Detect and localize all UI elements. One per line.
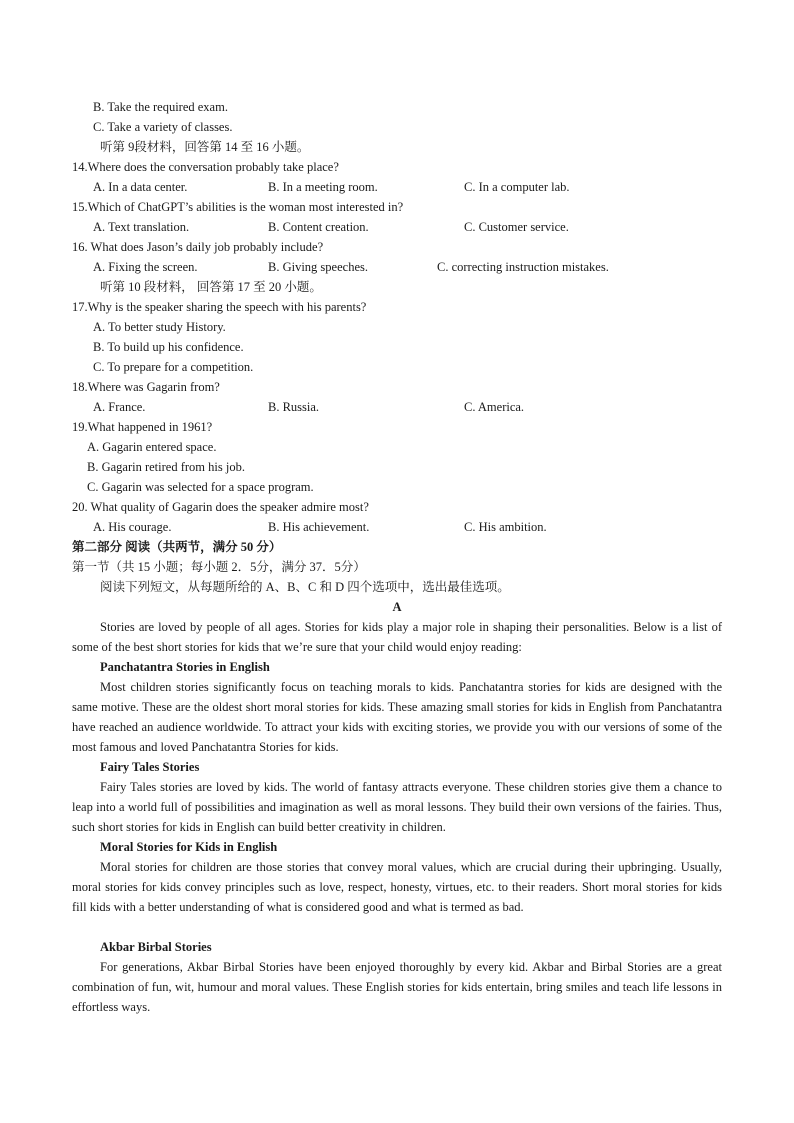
q19-option-a: A. Gagarin entered space. (87, 440, 217, 454)
q14-stem: 14.Where does the conversation probably take place? (72, 160, 339, 174)
q13-option-c: C. Take a variety of classes. (93, 120, 233, 134)
q13-option-b: B. Take the required exam. (93, 100, 228, 114)
q16-option-a: A. Fixing the screen. (93, 260, 198, 274)
q16-stem: 16. What does Jason’s daily job probably include? (72, 240, 324, 254)
q15-stem: 15.Which of ChatGPT’s abilities is the woman most interested in? (72, 200, 404, 214)
passage-intro: Stories are loved by people of all ages. Stories for kids play a major role in shaping their personalities. Below is a list of some of the best short stories for kids that we’re sure that your child would enjoy reading: (72, 620, 722, 654)
section-body-moral-stories: Moral stories for children are those stories that convey moral values, which are crucial during their upbringing. Usually, moral stories for kids convey principles such as love, respect, honesty, virtues, etc. to their readers. Short moral stories for kids fill kids with a better understanding of what is considered good and what is termed as bad. (72, 860, 722, 914)
q18-stem: 18.Where was Gagarin from? (72, 380, 220, 394)
passage10-instruction: 听第 10 段材料， 回答第 17 至 20 小题。 (100, 280, 322, 294)
section-heading-akbar-birbal: Akbar Birbal Stories (100, 940, 212, 954)
section-body-akbar-birbal: For generations, Akbar Birbal Stories have been enjoyed thoroughly by every kid. Akbar and Birbal Stories are a great combination of fun, wit, humour and moral values. These English stories for kids entertain, bring smiles and teach life lessons in effortless ways. (72, 960, 722, 1014)
q20-option-a: A. His courage. (93, 520, 172, 534)
q14-option-b: B. In a meeting room. (268, 180, 378, 194)
reading-instruction: 阅读下列短文，从每题所给的 A、B、C 和 D 四个选项中，选出最佳选项。 (100, 580, 510, 594)
section-heading-fairy-tales: Fairy Tales Stories (100, 760, 200, 774)
q17-option-a: A. To better study History. (93, 320, 226, 334)
q16-option-c: C. correcting instruction mistakes. (437, 260, 609, 274)
q16-option-b: B. Giving speeches. (268, 260, 368, 274)
q15-option-a: A. Text translation. (93, 220, 190, 234)
q14-option-a: A. In a data center. (93, 180, 188, 194)
q14-option-c: C. In a computer lab. (464, 180, 570, 194)
q18-option-a: A. France. (93, 400, 146, 414)
q19-option-c: C. Gagarin was selected for a space program. (87, 480, 314, 494)
section-body-panchatantra: Most children stories significantly focus on teaching morals to kids. Panchatantra stories for kids are designed with the same motive. These are the oldest short moral stories for kids. These amazing small stories for kids in English from Panchatantra have reached an audience worldwide. To attract your kids with exciting stories, we provide you with our versions of some of the most famous and loved Panchatantra Stories for kids. (72, 680, 722, 754)
q18-option-b: B. Russia. (268, 400, 320, 414)
section-heading-moral-stories: Moral Stories for Kids in English (100, 840, 278, 854)
q20-stem: 20. What quality of Gagarin does the speaker admire most? (72, 500, 369, 514)
q20-option-c: C. His ambition. (464, 520, 547, 534)
q19-stem: 19.What happened in 1961? (72, 420, 213, 434)
passage9-instruction: 听第 9段材料，回答第 14 至 16 小题。 (100, 140, 310, 154)
q15-option-b: B. Content creation. (268, 220, 369, 234)
section-heading-panchatantra: Panchatantra Stories in English (100, 660, 270, 674)
q17-option-c: C. To prepare for a competition. (93, 360, 254, 374)
reading-section1-title: 第一节（共 15 小题；每小题 2．5分，满分 37．5分） (72, 560, 366, 574)
q18-option-c: C. America. (464, 400, 525, 414)
q17-option-b: B. To build up his confidence. (93, 340, 244, 354)
q19-option-b: B. Gagarin retired from his job. (87, 460, 245, 474)
q15-option-c: C. Customer service. (464, 220, 569, 234)
reading-part-title: 第二部分 阅读（共两节，满分 50 分） (72, 540, 282, 554)
q17-stem: 17.Why is the speaker sharing the speech with his parents? (72, 300, 367, 314)
section-body-fairy-tales: Fairy Tales stories are loved by kids. The world of fantasy attracts everyone. These children stories give them a chance to leap into a world full of possibilities and imagination as well as moral lessons. They build their own versions of the fairies. Thus, such short stories for kids in English can build better creativity in children. (72, 780, 722, 834)
passage-label: A (392, 600, 402, 614)
q20-option-b: B. His achievement. (268, 520, 370, 534)
